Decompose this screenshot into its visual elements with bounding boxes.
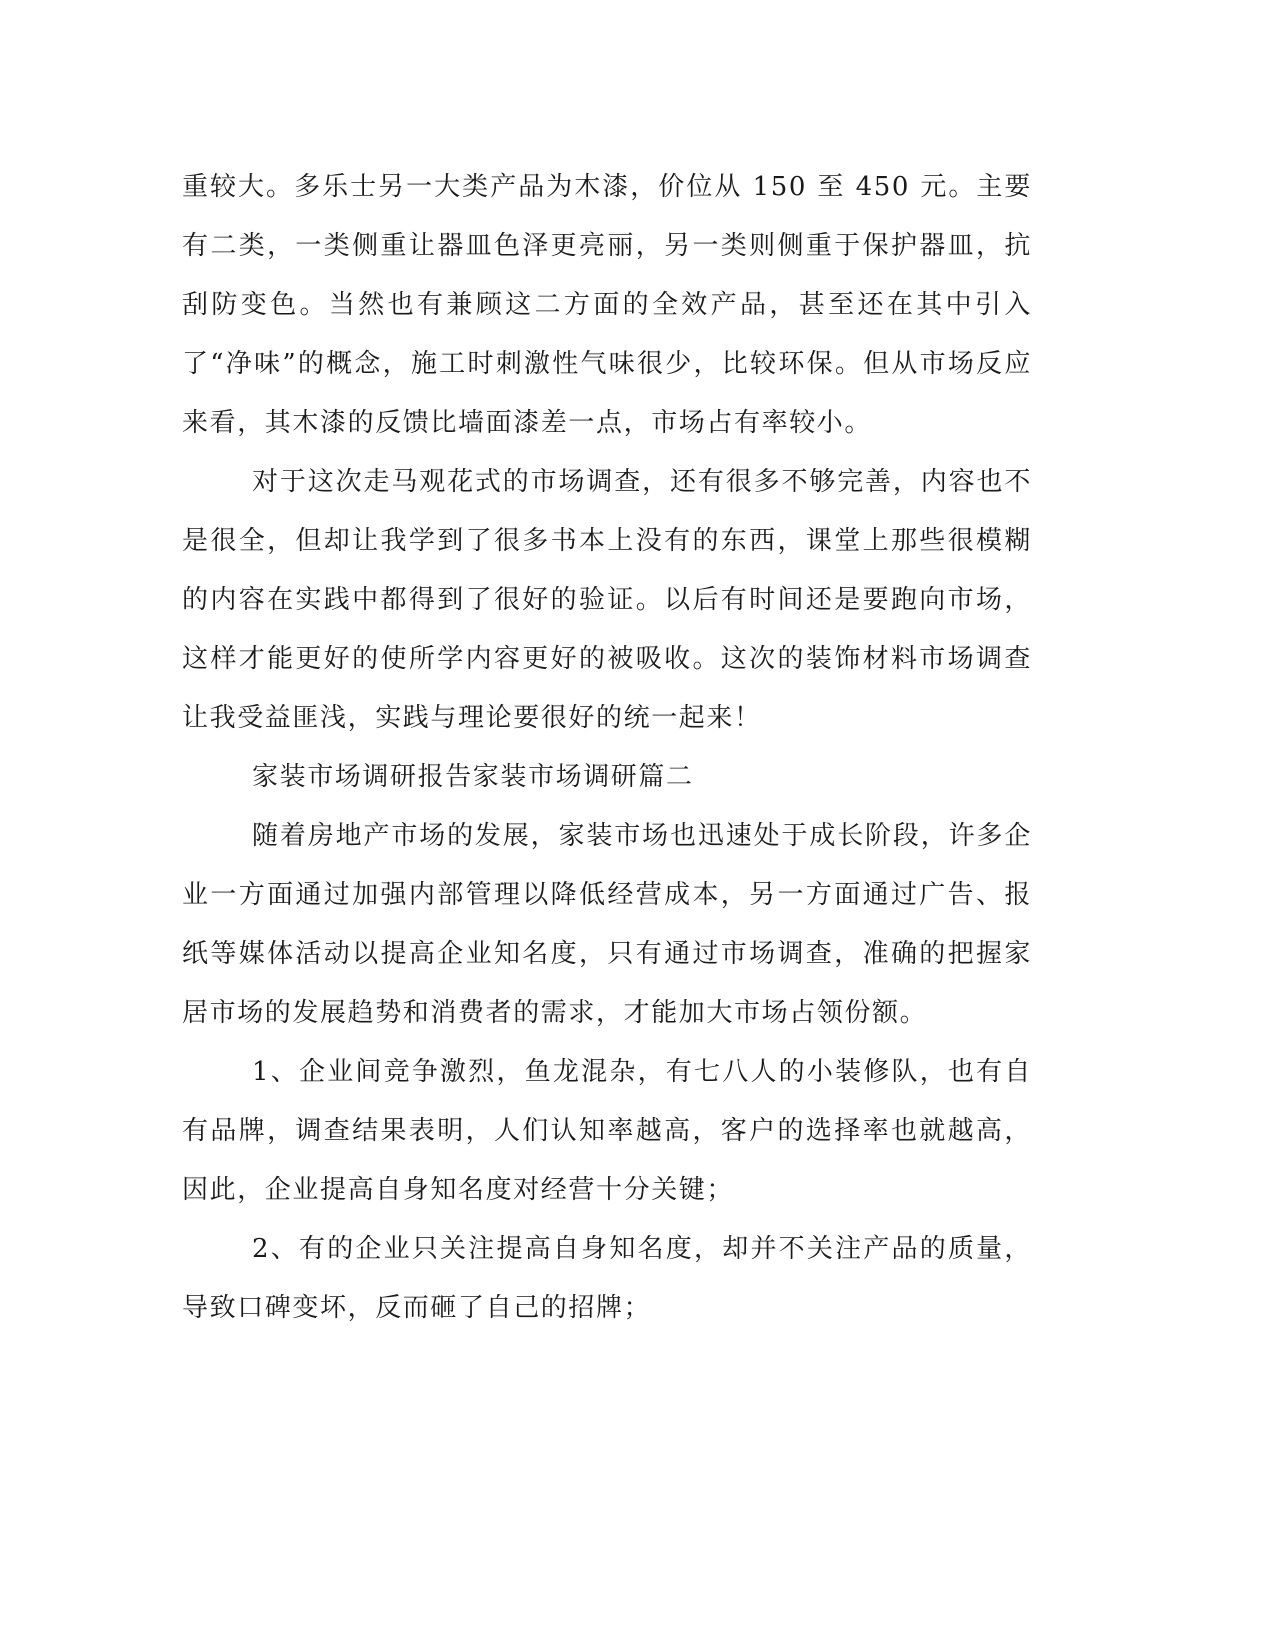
paragraph-market-survey-reflection: 对于这次走马观花式的市场调查，还有很多不够完善，内容也不是很全，但却让我学到了很多书本上没有的东西，课堂上那些很模糊的内容在实践中都得到了很好的验证。以后有时间还是要跑向市场，这样才能更好的使所学内容更好的被吸收。这次的装饰材料市场调查让我受益匪浅，实践与理论要很好的统一起来！ <box>182 467 1032 733</box>
list-item-1: 1、企业间竞争激烈，鱼龙混杂，有七八人的小装修队，也有自有品牌，调查结果表明，人们认知率越高，客户的选择率也就越高，因此，企业提高自身知名度对经营十分关键； <box>182 1057 1032 1205</box>
section-heading: 家装市场调研报告家装市场调研篇二 <box>252 762 694 792</box>
paragraph-market-development: 随着房地产市场的发展，家装市场也迅速处于成长阶段，许多企业一方面通过加强内部管理以降低经营成本，另一方面通过广告、报纸等媒体活动以提高企业知名度，只有通过市场调查，准确的把握家居市场的发展趋势和消费者的需求，才能加大市场占领份额。 <box>182 821 1032 1028</box>
document-body <box>182 158 1032 1338</box>
paragraph-continuation: 重较大。多乐士另一大类产品为木漆，价位从 150 至 450 元。主要有二类，一类侧重让器皿色泽更亮丽，另一类则侧重于保护器皿，抗刮防变色。当然也有兼顾这二方面的全效产品，甚至还在其中引入了“净味”的概念，施工时刺激性气味很少，比较环保。但从市场反应来看，其木漆的反馈比墙面漆差一点，市场占有率较小。 <box>182 172 1032 438</box>
list-item-2: 2、有的企业只关注提高自身知名度，却并不关注产品的质量，导致口碑变坏，反而砸了自己的招牌； <box>182 1234 1032 1323</box>
